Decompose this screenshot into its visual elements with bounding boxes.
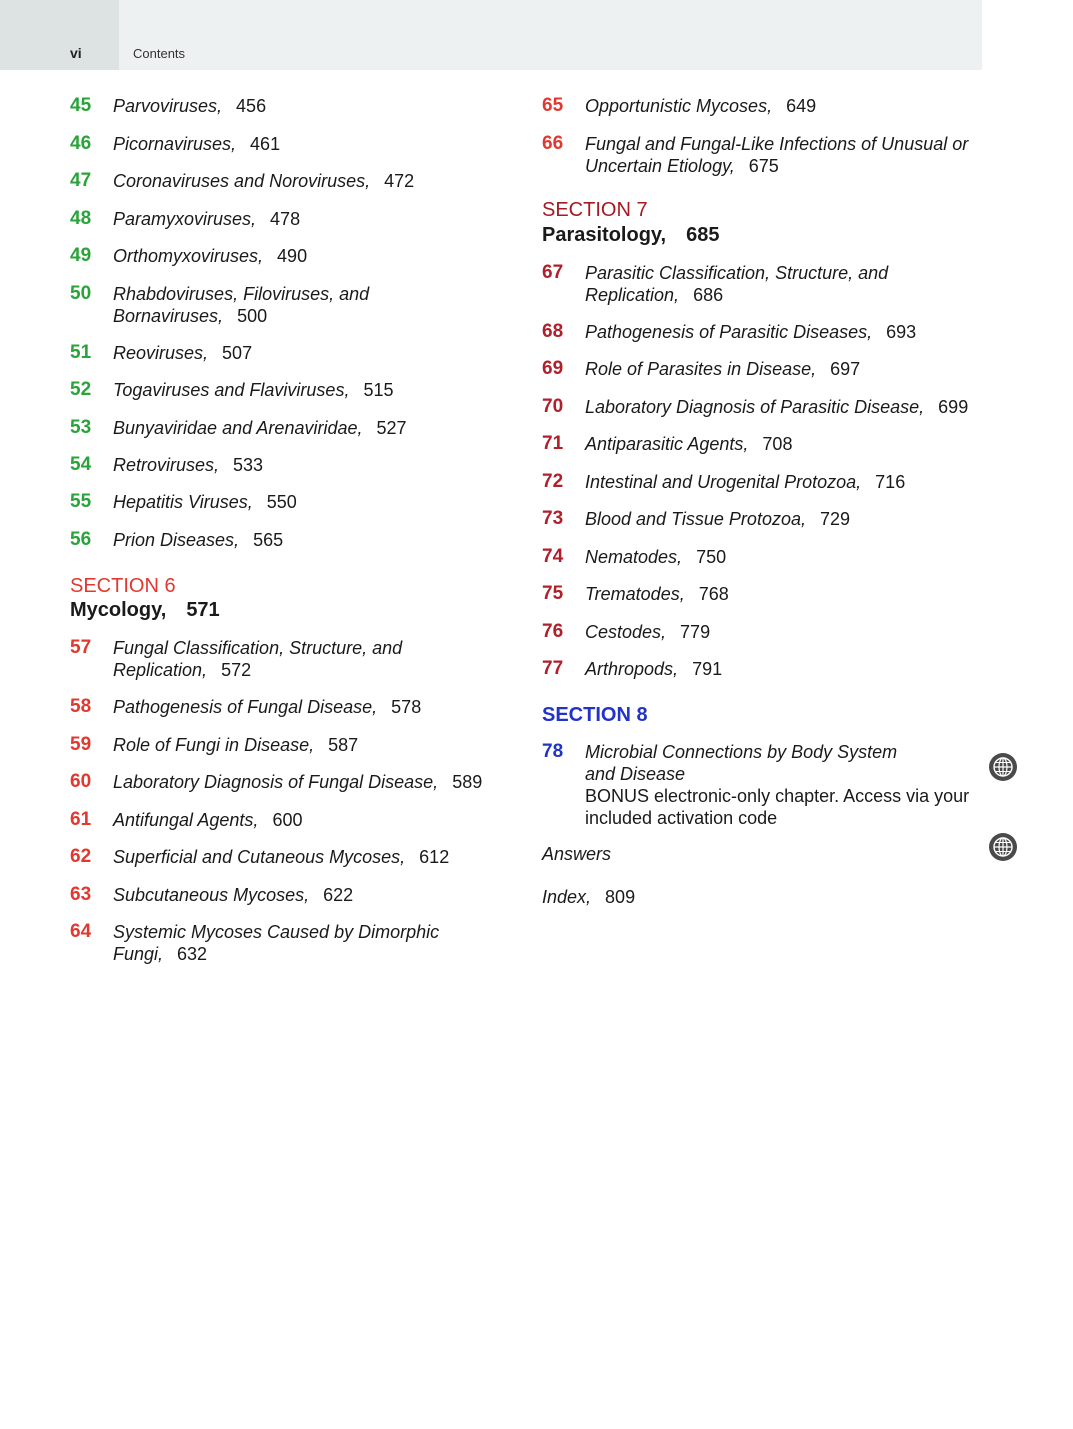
chapter-number: 76 [542,621,564,642]
chapter-number: 63 [70,884,92,905]
chapter-number: 64 [70,921,92,942]
section-6-title[interactable] [70,598,220,622]
chapter-number: 55 [70,491,92,512]
chapter-page: 589 [452,772,483,792]
chapter-title: Trematodes, [585,584,685,604]
chapter-title: Antiparasitic Agents, [585,434,749,454]
chapter-page: 791 [692,659,723,679]
chapter-number: 54 [70,454,92,475]
bonus-note-line1: BONUS electronic-only chapter. Access via your [585,786,970,806]
chapter-number: 46 [70,133,92,154]
chapter-page: 693 [886,322,917,342]
chapter-title-line1: Rhabdoviruses, Filoviruses, and [113,284,370,304]
chapter-page: 533 [233,455,264,475]
section-6-label: SECTION 6 [70,575,176,597]
chapter-number: 53 [70,417,92,438]
chapter-title: Togaviruses and Flaviviruses, [113,380,350,400]
chapter-title-line1: Fungal and Fungal-Like Infections of Unusual or [585,134,969,154]
chapter-title: Coronaviruses and Noroviruses, [113,171,371,191]
chapter-page: 729 [819,509,851,529]
chapter-number: 70 [542,396,564,417]
chapter-number: 52 [70,379,92,400]
chapter-number: 49 [70,245,92,266]
chapter-page: 686 [693,285,724,305]
chapter-page: 587 [328,735,359,755]
chapter-page: 649 [786,96,817,116]
chapter-page: 500 [237,306,268,326]
chapter-number: 47 [70,170,92,191]
chapter-page: 461 [250,134,281,154]
chapter-title: Parvoviruses, [113,96,223,116]
chapter-page: 675 [748,156,779,176]
chapter-number: 51 [70,342,92,363]
chapter-title: Reoviruses, [113,343,209,363]
chapter-number: 71 [542,433,564,454]
chapter-title: Nematodes, [585,547,683,567]
index-page: 809 [605,887,636,907]
chapter-page: 572 [221,660,252,680]
chapter-title-line2: Fungi, [113,944,164,964]
header-tab [0,0,119,70]
chapter-title: Bunyaviridae and Arenaviridae, [113,418,363,438]
chapter-number: 77 [542,658,564,679]
chapter-page: 699 [938,397,969,417]
chapter-title-line2: and Disease [585,764,686,784]
chapter-title: Blood and Tissue Protozoa, [585,509,806,529]
chapter-page: 565 [253,530,284,550]
chapter-number: 75 [542,583,564,604]
chapter-title-line2: Replication, [585,285,680,305]
answers-title: Answers [542,844,612,864]
chapter-number: 69 [542,358,564,379]
chapter-number: 78 [542,741,564,762]
page-number: vi [70,45,82,61]
chapter-number: 67 [542,262,564,283]
chapter-number: 74 [542,546,564,567]
chapter-title: Laboratory Diagnosis of Parasitic Disease, [585,397,925,417]
chapter-number: 60 [70,771,92,792]
chapter-page: 490 [277,246,308,266]
chapter-title: Subcutaneous Mycoses, [113,885,310,905]
bonus-note-line2: included activation code [585,808,778,828]
chapter-number: 48 [70,208,92,229]
section-7-title[interactable] [542,223,720,247]
chapter-title: Retroviruses, [113,455,220,475]
chapter-title-line1: Microbial Connections by Body System [585,742,898,762]
chapter-title-line2: Bornaviruses, [113,306,224,326]
chapter-number: 59 [70,734,92,755]
chapter-page: 768 [698,584,729,604]
globe-icon[interactable] [988,832,1018,862]
chapter-number: 68 [542,321,564,342]
chapter-title-line2: Uncertain Etiology, [585,156,735,176]
chapter-page: 708 [762,434,793,454]
chapter-page: 472 [384,171,415,191]
section-title-text: Mycology, [70,599,167,621]
section-page: 685 [686,224,720,246]
chapter-page: 612 [419,847,450,867]
chapter-number: 50 [70,283,92,304]
chapter-number: 45 [70,95,92,116]
section-7-label: SECTION 7 [542,199,648,221]
chapter-number: 57 [70,637,92,658]
toc-answers[interactable] [542,843,611,865]
chapter-page: 716 [875,472,906,492]
chapter-title: Prion Diseases, [113,530,240,550]
chapter-page: 600 [272,810,303,830]
chapter-page: 550 [266,492,297,512]
chapter-title: Paramyxoviruses, [113,209,257,229]
chapter-title: Pathogenesis of Fungal Disease, [113,697,378,717]
chapter-title-line1: Systemic Mycoses Caused by Dimorphic [113,922,440,942]
chapter-number: 73 [542,508,564,529]
section-page: 571 [186,599,220,621]
chapter-title: Arthropods, [585,659,679,679]
chapter-number: 62 [70,846,92,867]
chapter-number: 65 [542,95,564,116]
chapter-page: 478 [270,209,301,229]
chapter-title: Role of Fungi in Disease, [113,735,315,755]
chapter-page: 779 [680,622,711,642]
chapter-page: 697 [830,359,861,379]
chapter-title: Antifungal Agents, [113,810,259,830]
chapter-title: Cestodes, [585,622,667,642]
index-title: Index, [542,887,592,907]
chapter-page: 456 [236,96,267,116]
chapter-title-line1: Parasitic Classification, Structure, and [585,263,889,283]
chapter-number: 61 [70,809,92,830]
section-8-label: SECTION 8 [542,704,648,726]
chapter-number: 66 [542,133,564,154]
chapter-page: 507 [222,343,253,363]
chapter-page: 515 [363,380,394,400]
chapter-number: 72 [542,471,564,492]
chapter-page: 578 [391,697,422,717]
chapter-title-line2: Replication, [113,660,208,680]
chapter-title: Picornaviruses, [113,134,237,154]
chapter-title: Hepatitis Viruses, [113,492,253,512]
chapter-title: Laboratory Diagnosis of Fungal Disease, [113,772,439,792]
chapter-page: 622 [323,885,354,905]
chapter-title: Intestinal and Urogenital Protozoa, [585,472,862,492]
toc-index[interactable] [542,886,635,908]
chapter-page: 632 [177,944,208,964]
chapter-title: Opportunistic Mycoses, [585,96,773,116]
chapter-title-line1: Fungal Classification, Structure, and [113,638,403,658]
chapter-number: 56 [70,529,92,550]
chapter-page: 527 [376,418,407,438]
section-title-text: Parasitology, [542,224,667,246]
globe-icon[interactable] [988,752,1018,782]
chapter-title: Role of Parasites in Disease, [585,359,817,379]
chapter-title: Orthomyxoviruses, [113,246,264,266]
running-head: Contents [133,46,186,61]
chapter-title: Superficial and Cutaneous Mycoses, [113,847,406,867]
chapter-number: 58 [70,696,92,717]
chapter-title: Pathogenesis of Parasitic Diseases, [585,322,873,342]
chapter-page: 750 [696,547,727,567]
